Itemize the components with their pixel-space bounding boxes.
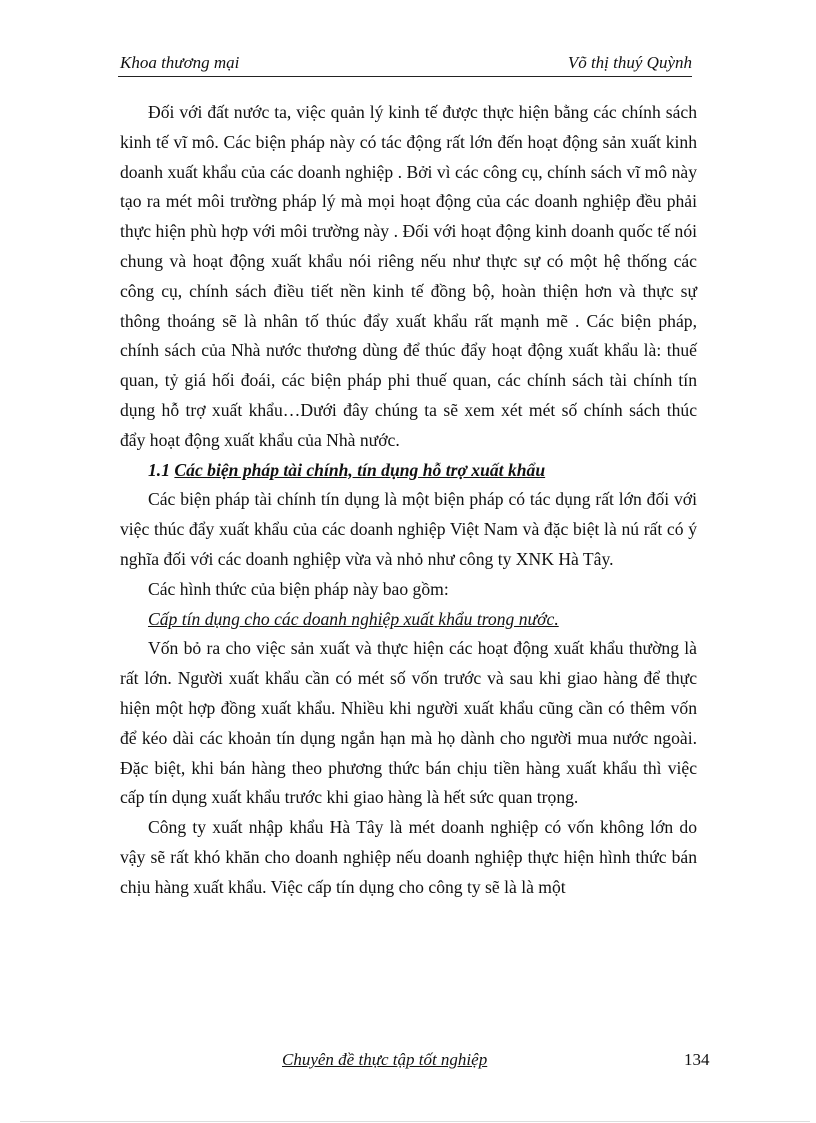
paragraph-credit-measures-line1: Các biện pháp tài chính tín dụng là một biện pháp có tác dụng rất lớn đối với việc thúc đẩy xuất khẩu của các doanh nghiệp Việt Nam và đặc biệt là (120, 489, 697, 540)
header-author: Võ thị thuý Quỳnh (567, 53, 692, 72)
paragraph-capital: Vốn bỏ ra cho việc sản xuất và thực hiện các hoạt động xuất khẩu thường là rất lớn. Người xuất khẩu cần có mét số vốn trước và sau khi giao hàng để thực hiện một hợp đồng xuất khẩu. Nhiều khi người xuất khẩu cũng cần có thêm vốn để kéo dài các khoản tín dụng ngắn hạn mà họ dành cho người mua nước ngoài. Đặc biệt, khi bán hàng theo phương thức bán chịu tiền hàng xuất khẩu thì việc cấp tín dụng xuất khẩu trước khi giao hàng là hết sức quan trọng. (120, 638, 697, 808)
page-edge (20, 1121, 810, 1122)
document-body (120, 98, 697, 903)
page-number: 134 (684, 1050, 710, 1069)
sub-heading: Cấp tín dụng cho các doanh nghiệp xuất khẩu trong nước. (148, 608, 559, 629)
paragraph-credit-measures-line2: nú rất có ý nghĩa đối với các doanh nghiệp vừa và nhỏ như công ty XNK Hà Tây. (120, 519, 697, 569)
paragraph-credit-measures (120, 485, 697, 574)
paragraph-company: Công ty xuất nhập khẩu Hà Tây là mét doanh nghiệp có vốn không lớn do vậy sẽ rất khó khăn cho doanh nghiệp nếu doanh nghiệp thực hiện hình thức bán chịu hàng xuất khẩu. Việc cấp tín dụng cho công ty sẽ là là một (120, 817, 697, 897)
paragraph-intro: Đối với đất nước ta, việc quản lý kinh tế được thực hiện bằng các chính sách kinh tế vĩ mô. Các biện pháp này có tác động rất lớn đến hoạt động sản xuất kinh doanh xuất khẩu của các doanh nghiệp . Bởi vì các công cụ, chính sách vĩ mô này tạo ra mét môi trường pháp lý mà mọi hoạt động của các doanh nghiệp đều phải thực hiện phù hợp với môi trường này . Đối với hoạt động kinh doanh quốc tế nói chung và hoạt động xuất khẩu nói riêng nếu như thực sự có một hệ thống các công cụ, chính sách điều tiết nền kinh tế đồng bộ, hoàn thiện hơn và thực sự thông thoáng sẽ là nhân tố thúc đẩy xuất khẩu rất mạnh mẽ . Các biện pháp, chính sách của Nhà nước thương dùng để thúc đẩy hoạt động xuất khẩu là: thuế quan, tỷ giá hối đoái, các biện pháp phi thuế quan, các chính sách tài chính tín dụng hỗ trợ xuất khẩu…Dưới đây chúng ta sẽ xem xét mét số chính sách thúc đẩy hoạt động xuất khẩu của Nhà nước. (120, 102, 697, 450)
header-department: Khoa thương mại (120, 53, 240, 72)
section-title: Các biện pháp tài chính, tín dụng hỗ trợ xuất khẩu (174, 459, 546, 480)
footer-title: Chuyên đề thực tập tốt nghiệp (282, 1050, 488, 1069)
section-heading (120, 456, 697, 486)
page-header (118, 52, 692, 77)
paragraph-forms: Các hình thức của biện pháp này bao gồm: (148, 578, 449, 599)
section-number: 1.1 (148, 459, 170, 480)
